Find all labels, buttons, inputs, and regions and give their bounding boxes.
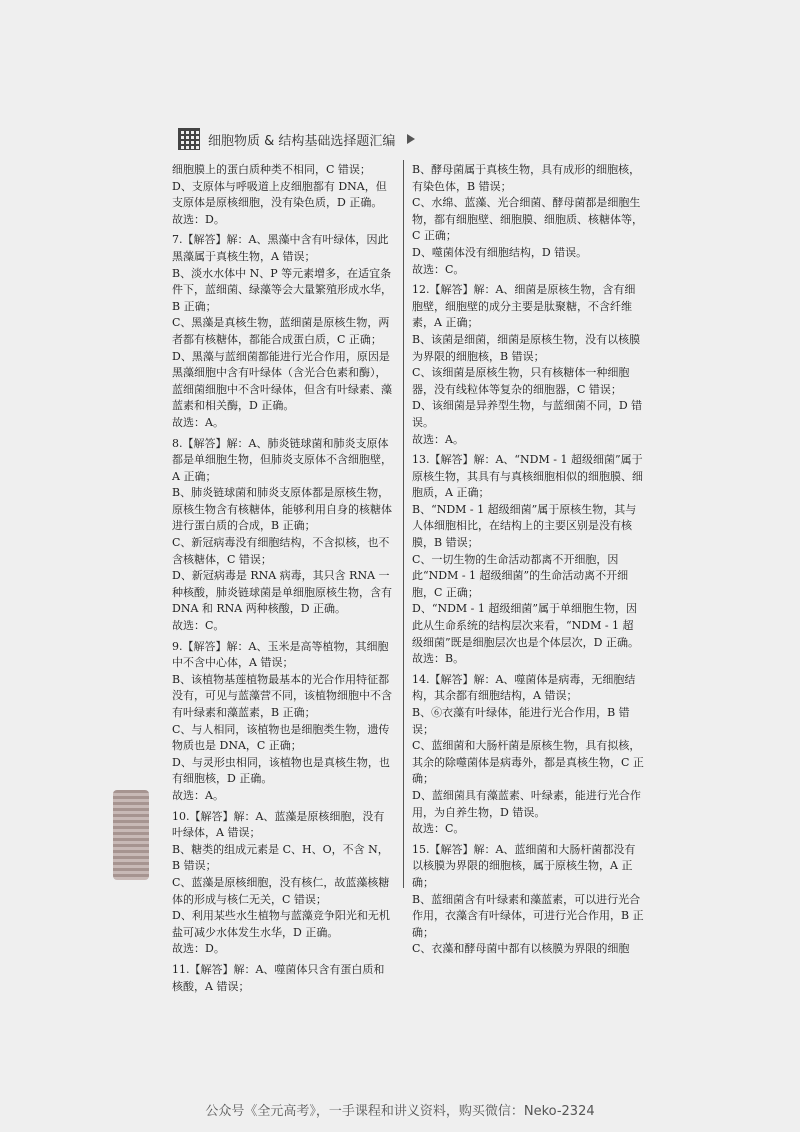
answer-line: 细胞膜上的蛋白质种类不相同，C 错误； <box>172 163 371 176</box>
answer-line: D、支原体与呼吸道上皮细胞都有 DNA，但支原体是原核细胞，没有染色质，D 正确。 <box>172 179 387 210</box>
qr-code-icon <box>178 128 200 150</box>
answer-choice: 故选：A。 <box>412 432 464 446</box>
answer-line: C、衣藻和酵母菌中都有以核膜为界限的细胞 <box>412 942 630 956</box>
binding-stamp <box>113 790 149 880</box>
answer-line: B、⑥衣藻有叶绿体，能进行光合作用，B 错误； <box>412 706 630 736</box>
answer-choice: 故选：D。 <box>172 212 225 226</box>
answer-line: C、与人相同，该植物也是细胞类生物，遗传物质也是 DNA，C 正确； <box>172 722 390 753</box>
page-header <box>178 128 415 150</box>
answer-line: D、新冠病毒是 RNA 病毒，其只含 RNA 一种核酸，肺炎链球菌是单细胞原核生物，含有 DNA 和 RNA 两种核酸，D 正确。 <box>172 569 392 616</box>
answer-line: D、与灵形虫相同，该植物也是真核生物，也有细胞核，D 正确。 <box>172 755 390 786</box>
question-7-heading: 7.【解答】解：A、黑藻中含有叶绿体，因此黑藻属于真核生物，A 错误； <box>172 233 389 263</box>
answer-line: B、肺炎链球菌和肺炎支原体都是原核生物，原核生物含有核糖体，能够利用自身的核糖体进行蛋白质的合成，B 正确； <box>172 486 392 533</box>
footer-text: 公众号《全元高考》，一手课程和讲义资料，购买微信：Neko-2324 <box>205 1104 595 1119</box>
answer-line: C、一切生物的生命活动都离不开细胞，因此“NDM - 1 超级细菌”的生命活动离不开细胞，C 正确； <box>412 552 629 599</box>
question-15-heading: 15.【解答】解：A、蓝细菌和大肠杆菌都没有以核膜为界限的细胞核，属于原核生物，A 正确； <box>412 842 636 889</box>
question-12-heading: 12.【解答】解：A、细菌是原核生物，含有细胞壁，细胞壁的成分主要是肽聚糖，不含纤维素，A 正确； <box>412 283 636 330</box>
answer-line: B、酵母菌属于真核生物，具有成形的细胞核，有染色体，B 错误； <box>412 163 641 193</box>
play-arrow-icon <box>407 134 415 144</box>
answer-choice: 故选：D。 <box>172 942 225 956</box>
right-column <box>412 162 644 958</box>
answer-line: D、蓝细菌具有藻蓝素、叶绿素，能进行光合作用，为自养生物，D 错误。 <box>412 788 641 819</box>
answer-choice: 故选：C。 <box>412 262 465 276</box>
answer-line: C、该细菌是原核生物，只有核糖体一种细胞器，没有线粒体等复杂的细胞器，C 错误； <box>412 366 630 396</box>
answer-line: B、“NDM - 1 超级细菌”属于原核生物，其与人体细胞相比，在结构上的主要区别是没有核膜，B 错误； <box>412 502 637 550</box>
answer-line: C、黑藻是真核生物，蓝细菌是原核生物，两者都有核糖体，都能合成蛋白质，C 正确； <box>172 316 390 346</box>
answer-choice: 故选：A。 <box>172 788 224 802</box>
answer-line: B、蓝细菌含有叶绿素和藻蓝素，可以进行光合作用，衣藻含有叶绿体，可进行光合作用，B 正确； <box>412 892 644 939</box>
column-divider <box>403 160 404 888</box>
header-title: 细胞物质 & 结构基础选择题汇编 <box>208 133 396 149</box>
answer-line: D、黑藻与蓝细菌都能进行光合作用，原因是黑藻细胞中含有叶绿体（含光合色素和酶），蓝细菌细胞中不含叶绿体，但含有叶绿素、藻蓝素和相关酶，D 正确。 <box>172 349 392 413</box>
question-9-heading: 9.【解答】解：A、玉米是高等植物，其细胞中不含中心体，A 错误； <box>172 639 389 670</box>
answer-line: C、水绵、蓝藻、光合细菌、酵母菌都是细胞生物，都有细胞壁、细胞膜、细胞质、核糖体等，C 正确； <box>412 196 643 243</box>
answer-line: C、新冠病毒没有细胞结构，不含拟核，也不含核糖体，C 错误； <box>172 536 390 566</box>
answer-line: D、利用某些水生植物与蓝藻竞争阳光和无机盐可减少水体发生水华，D 正确。 <box>172 909 390 939</box>
question-10-heading: 10.【解答】解：A、蓝藻是原核细胞，没有叶绿体，A 错误； <box>172 809 385 840</box>
question-11-heading: 11.【解答】解：A、噬菌体只含有蛋白质和核酸，A 错误； <box>172 962 385 993</box>
answer-line: C、蓝细菌和大肠杆菌是原核生物，具有拟核，其余的除噬菌体是病毒外，都是真核生物，C 正确； <box>412 739 644 786</box>
question-13-heading: 13.【解答】解：A、“NDM - 1 超级细菌”属于原核生物，其具有与真核细胞相似的细胞膜、细胞质，A 正确； <box>412 453 643 500</box>
left-column <box>172 162 394 995</box>
answer-choice: 故选：B。 <box>412 652 465 666</box>
answer-line: B、淡水水体中 N、P 等元素增多，在适宜条件下，蓝细菌、绿藻等会大量繁殖形成水华，B 正确； <box>172 266 392 313</box>
answer-line: B、该植物基莲植物最基本的光合作用特征都没有，可见与蓝藻营不同，该植物细胞中不含有叶绿素和藻蓝素，B 正确； <box>172 672 392 719</box>
answer-choice: 故选：C。 <box>412 822 465 836</box>
answer-line: B、糖类的组成元素是 C、H、O，不含 N，B 错误； <box>172 842 389 873</box>
answer-line: D、该细菌是异养型生物，与蓝细菌不同，D 错误。 <box>412 399 643 429</box>
question-14-heading: 14.【解答】解：A、噬菌体是病毒，无细胞结构，其余都有细胞结构，A 错误； <box>412 672 636 703</box>
answer-line: B、该菌是细菌，细菌是原核生物，没有以核膜为界限的细胞核，B 错误； <box>412 332 641 363</box>
answer-choice: 故选：A。 <box>172 415 224 429</box>
answer-line: D、噬菌体没有细胞结构，D 错误。 <box>412 245 588 259</box>
answer-choice: 故选：C。 <box>172 619 225 633</box>
answer-line: C、蓝藻是原核细胞，没有核仁，故蓝藻核糖体的形成与核仁无关，C 错误； <box>172 875 390 906</box>
question-8-heading: 8.【解答】解：A、肺炎链球菌和肺炎支原体都是单细胞生物，但肺炎支原体不含细胞壁，A 正确； <box>172 436 392 483</box>
answer-line: D、“NDM - 1 超级细菌”属于单细胞生物，因此从生命系统的结构层次来看，“NDM - 1 超级细菌”既是细胞层次也是个体层次，D 正确。 <box>412 602 639 649</box>
